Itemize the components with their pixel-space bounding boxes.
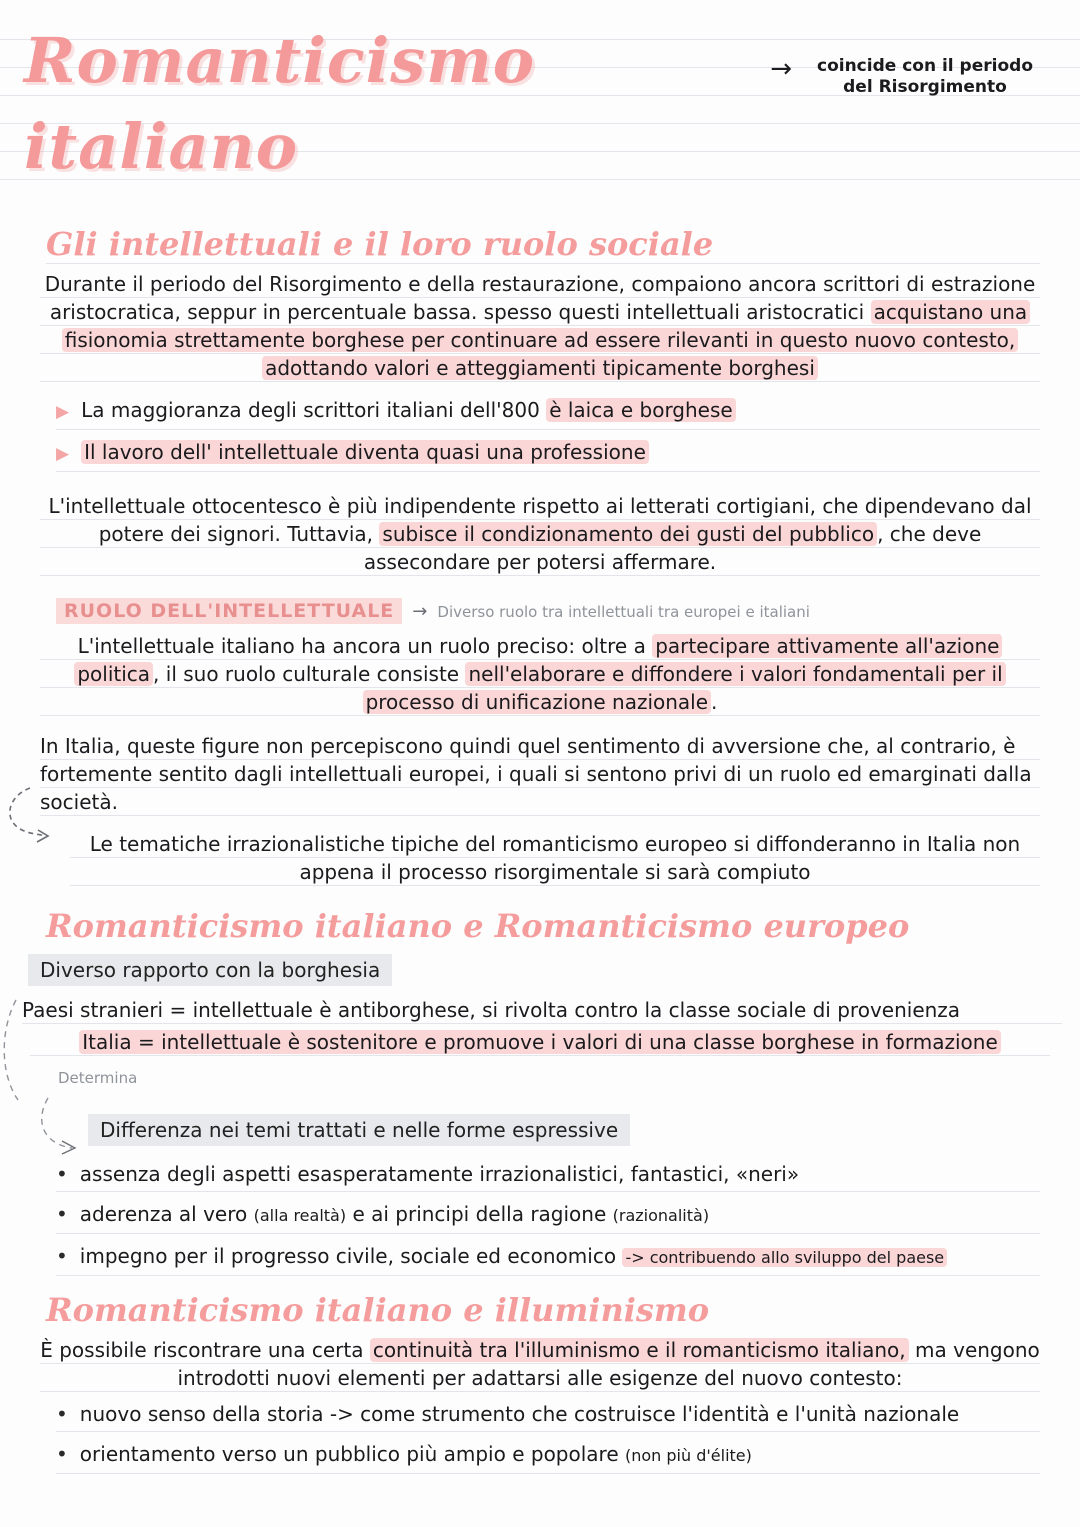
section-heading-europeo: Romanticismo italiano e Romanticismo europeo — [46, 907, 910, 945]
section-heading-illuminismo: Romanticismo italiano e illuminismo — [46, 1291, 710, 1329]
paragraph-italia-avversione: In Italia, queste figure non percepiscono quindi quel sentimento di avversione che, al contrario, è fortemente sentito dagli intellettuali europei, i quali si sentono privi di un ruolo ed emarginati dalla società. — [40, 732, 1040, 816]
role-label-row — [56, 598, 1040, 624]
paragraph-tematiche: Le tematiche irrazionalistiche tipiche del romanticismo europeo si diffonderanno in Italia non appena il processo risorgimentale si sarà compiuto — [70, 830, 1040, 886]
gray-label-borghesia: Diverso rapporto con la borghesia — [28, 954, 392, 986]
title-note — [770, 56, 1050, 98]
handwritten-note-determina: Determina — [58, 1069, 138, 1087]
role-label: RUOLO DELL'INTELLETTUALE — [56, 598, 402, 624]
arrow-right-icon: → — [770, 54, 792, 84]
section-heading-intellettuali: Gli intellettuali e il loro ruolo sociale — [46, 224, 1040, 264]
bullet-item — [56, 438, 1040, 472]
bullet-item — [56, 1242, 1040, 1276]
bullet-item — [56, 1160, 1040, 1192]
line-italia: Italia = intellettuale è sostenitore e promuove i valori di una classe borghese in formazione — [30, 1028, 1050, 1056]
paragraph-ruolo: L'intellettuale italiano ha ancora un ruolo preciso: oltre a partecipare attivamente all'azione politica , il suo ruolo culturale consiste nell'elaborare e diffondere i valori fondamentali per il processo di unificazione nazionale . — [40, 632, 1040, 716]
gray-label-differenza: Differenza nei temi trattati e nelle forme espressive — [88, 1114, 630, 1146]
bullet-item — [56, 1200, 1040, 1234]
bullet-text: La maggioranza degli scrittori italiani dell'800 è laica e borghese — [81, 396, 736, 424]
triangle-bullet-icon: ▶ — [56, 444, 70, 464]
bullet-item — [56, 396, 1040, 430]
bullet-item — [56, 1400, 1040, 1432]
bullet-text: Il lavoro dell' intellettuale diventa quasi una professione — [81, 438, 649, 466]
page-title: Romanticismo italiano — [24, 24, 536, 183]
triangle-bullet-icon: ▶ — [56, 402, 70, 422]
bullet-list-illuminismo — [56, 1400, 1040, 1474]
bullet-text: assenza degli aspetti esasperatamente irrazionalistici, fantastici, «neri» — [79, 1162, 800, 1186]
bullet-text: impegno per il progresso civile, sociale ed economico -> contribuendo allo sviluppo del paese — [80, 1242, 947, 1272]
dot-bullet-icon: • — [56, 1244, 68, 1268]
gray-label-row — [28, 954, 1080, 986]
dot-bullet-icon: • — [56, 1202, 68, 1226]
bullet-text: orientamento verso un pubblico più ampio e popolare (non più d'élite) — [79, 1442, 752, 1466]
paragraph-continuita: È possibile riscontrare una certa continuità tra l'illuminismo e il romanticismo italiano, ma vengono introdotti nuovi elementi per adattarsi alle esigenze del nuovo contesto: — [40, 1338, 1040, 1390]
bullet-list-differenze — [56, 1160, 1040, 1276]
bullet-list-intellettuali — [56, 396, 1040, 472]
bullet-text: nuovo senso della storia -> come strumento che costruisce l'identità e l'unità nazionale — [79, 1402, 960, 1426]
line-paesi-stranieri: Paesi stranieri = intellettuale è antiborghese, si rivolta contro la classe sociale di provenienza — [22, 996, 1062, 1024]
arrow-right-icon: → — [412, 601, 428, 622]
bullet-item — [56, 1440, 1040, 1474]
paragraph-aristocrazia: Durante il periodo del Risorgimento e della restaurazione, compaiono ancora scrittori di estrazione aristocratica, seppur in percentuale bassa. spesso questi intellettuali aristocratici acquistano una fisionomia strettamente borghese per continuare ad essere rilevanti in questo nuovo contesto, adottando valori e atteggiamenti tipicamente borghesi — [40, 270, 1040, 382]
handwritten-role-note: Diverso ruolo tra intellettuali tra europei e italiani — [437, 603, 810, 621]
dot-bullet-icon: • — [56, 1162, 68, 1186]
dot-bullet-icon: • — [56, 1402, 68, 1426]
title-note-text: coincide con il periodo del Risorgimento — [817, 56, 1033, 97]
dot-bullet-icon: • — [56, 1442, 68, 1466]
gray-label-row — [88, 1114, 1080, 1146]
header — [0, 12, 1080, 200]
paragraph-indipendenza: L'intellettuale ottocentesco è più indipendente rispetto ai letterati cortigiani, che dipendevano dal potere dei signori. Tuttavia, subisce il condizionamento dei gusti del pubblico , che deve assecondare per potersi affermare. — [40, 492, 1040, 576]
bullet-text: aderenza al vero (alla realtà) e ai principi della ragione (razionalità) — [79, 1202, 710, 1226]
